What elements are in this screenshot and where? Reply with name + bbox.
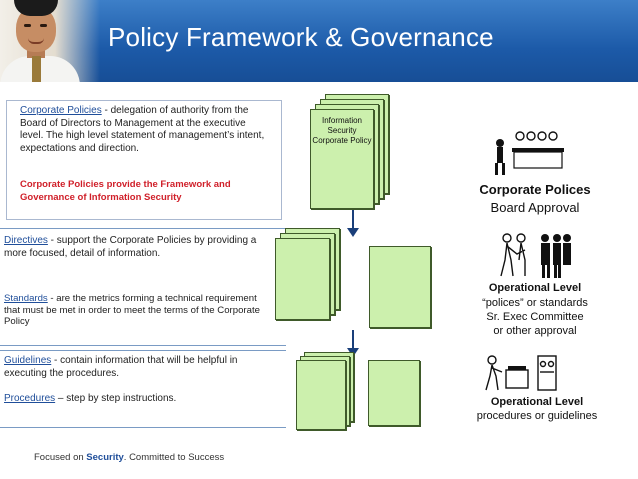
procedures-keyword: Procedures xyxy=(4,393,56,404)
page-title: Policy Framework & Governance xyxy=(108,22,494,52)
procedure-document xyxy=(368,360,420,426)
corporate-policies-description: - delegation of authority from the Board of Directors to Management at the executive level. The high level statement of management’s intent, expectations and direction. xyxy=(20,105,265,154)
procedures-description: – step by step instructions. xyxy=(55,393,177,404)
worker-machine-icon xyxy=(482,352,572,394)
directive-document xyxy=(369,246,431,328)
board-meeting-icon xyxy=(490,128,570,178)
standards-description: - are the metrics forming a technical requirement that must be met in order to meet the terms of the Corporate Policy xyxy=(4,293,260,327)
guideline-document-front xyxy=(296,360,346,430)
directives-description: - support the Corporate Policies by providing a more focused, detail of information. xyxy=(4,235,257,259)
corporate-policies-keyword: Corporate Policies xyxy=(20,105,102,116)
board-subtitle: Board Approval xyxy=(490,200,580,215)
guidelines-text xyxy=(4,355,274,380)
standards-text xyxy=(4,293,270,328)
operational-level-2-title: Operational Level xyxy=(490,396,584,408)
directives-text xyxy=(4,235,270,260)
policy-document-label: Information Security Corporate Policy xyxy=(312,116,372,145)
footer-tagline xyxy=(34,452,224,463)
standards-keyword: Standards xyxy=(4,293,48,304)
operational-level-1-title: Operational Level xyxy=(488,282,582,294)
person-photo xyxy=(0,0,100,82)
standards-document-front xyxy=(275,238,330,320)
operational-level-1-line-3: or other approval xyxy=(493,325,577,337)
footer-emphasis: Security xyxy=(86,452,124,463)
footer-suffix: . Committed to Success xyxy=(123,452,225,463)
guidelines-description: - contain information that will be helpful in executing the procedures. xyxy=(4,355,238,379)
arrow-1-line xyxy=(352,210,354,230)
operational-level-1-line-2: Sr. Exec Committee xyxy=(486,311,584,323)
corporate-policies-text xyxy=(20,105,265,155)
board-title: Corporate Polices xyxy=(479,182,591,197)
handshake-group-icon xyxy=(495,230,575,282)
arrow-2-line xyxy=(352,330,354,350)
footer-prefix: Focused on xyxy=(34,452,87,463)
arrow-1-head xyxy=(347,228,359,237)
guidelines-keyword: Guidelines xyxy=(4,355,52,366)
corporate-policies-emphasis: Corporate Policies provide the Framework and Governance of Information Security xyxy=(20,179,231,203)
operational-level-2-line-1: procedures or guidelines xyxy=(476,410,598,422)
directives-keyword: Directives xyxy=(4,235,48,246)
procedures-text xyxy=(4,393,274,406)
operational-level-1-line-1: “polices” or standards xyxy=(482,297,588,309)
